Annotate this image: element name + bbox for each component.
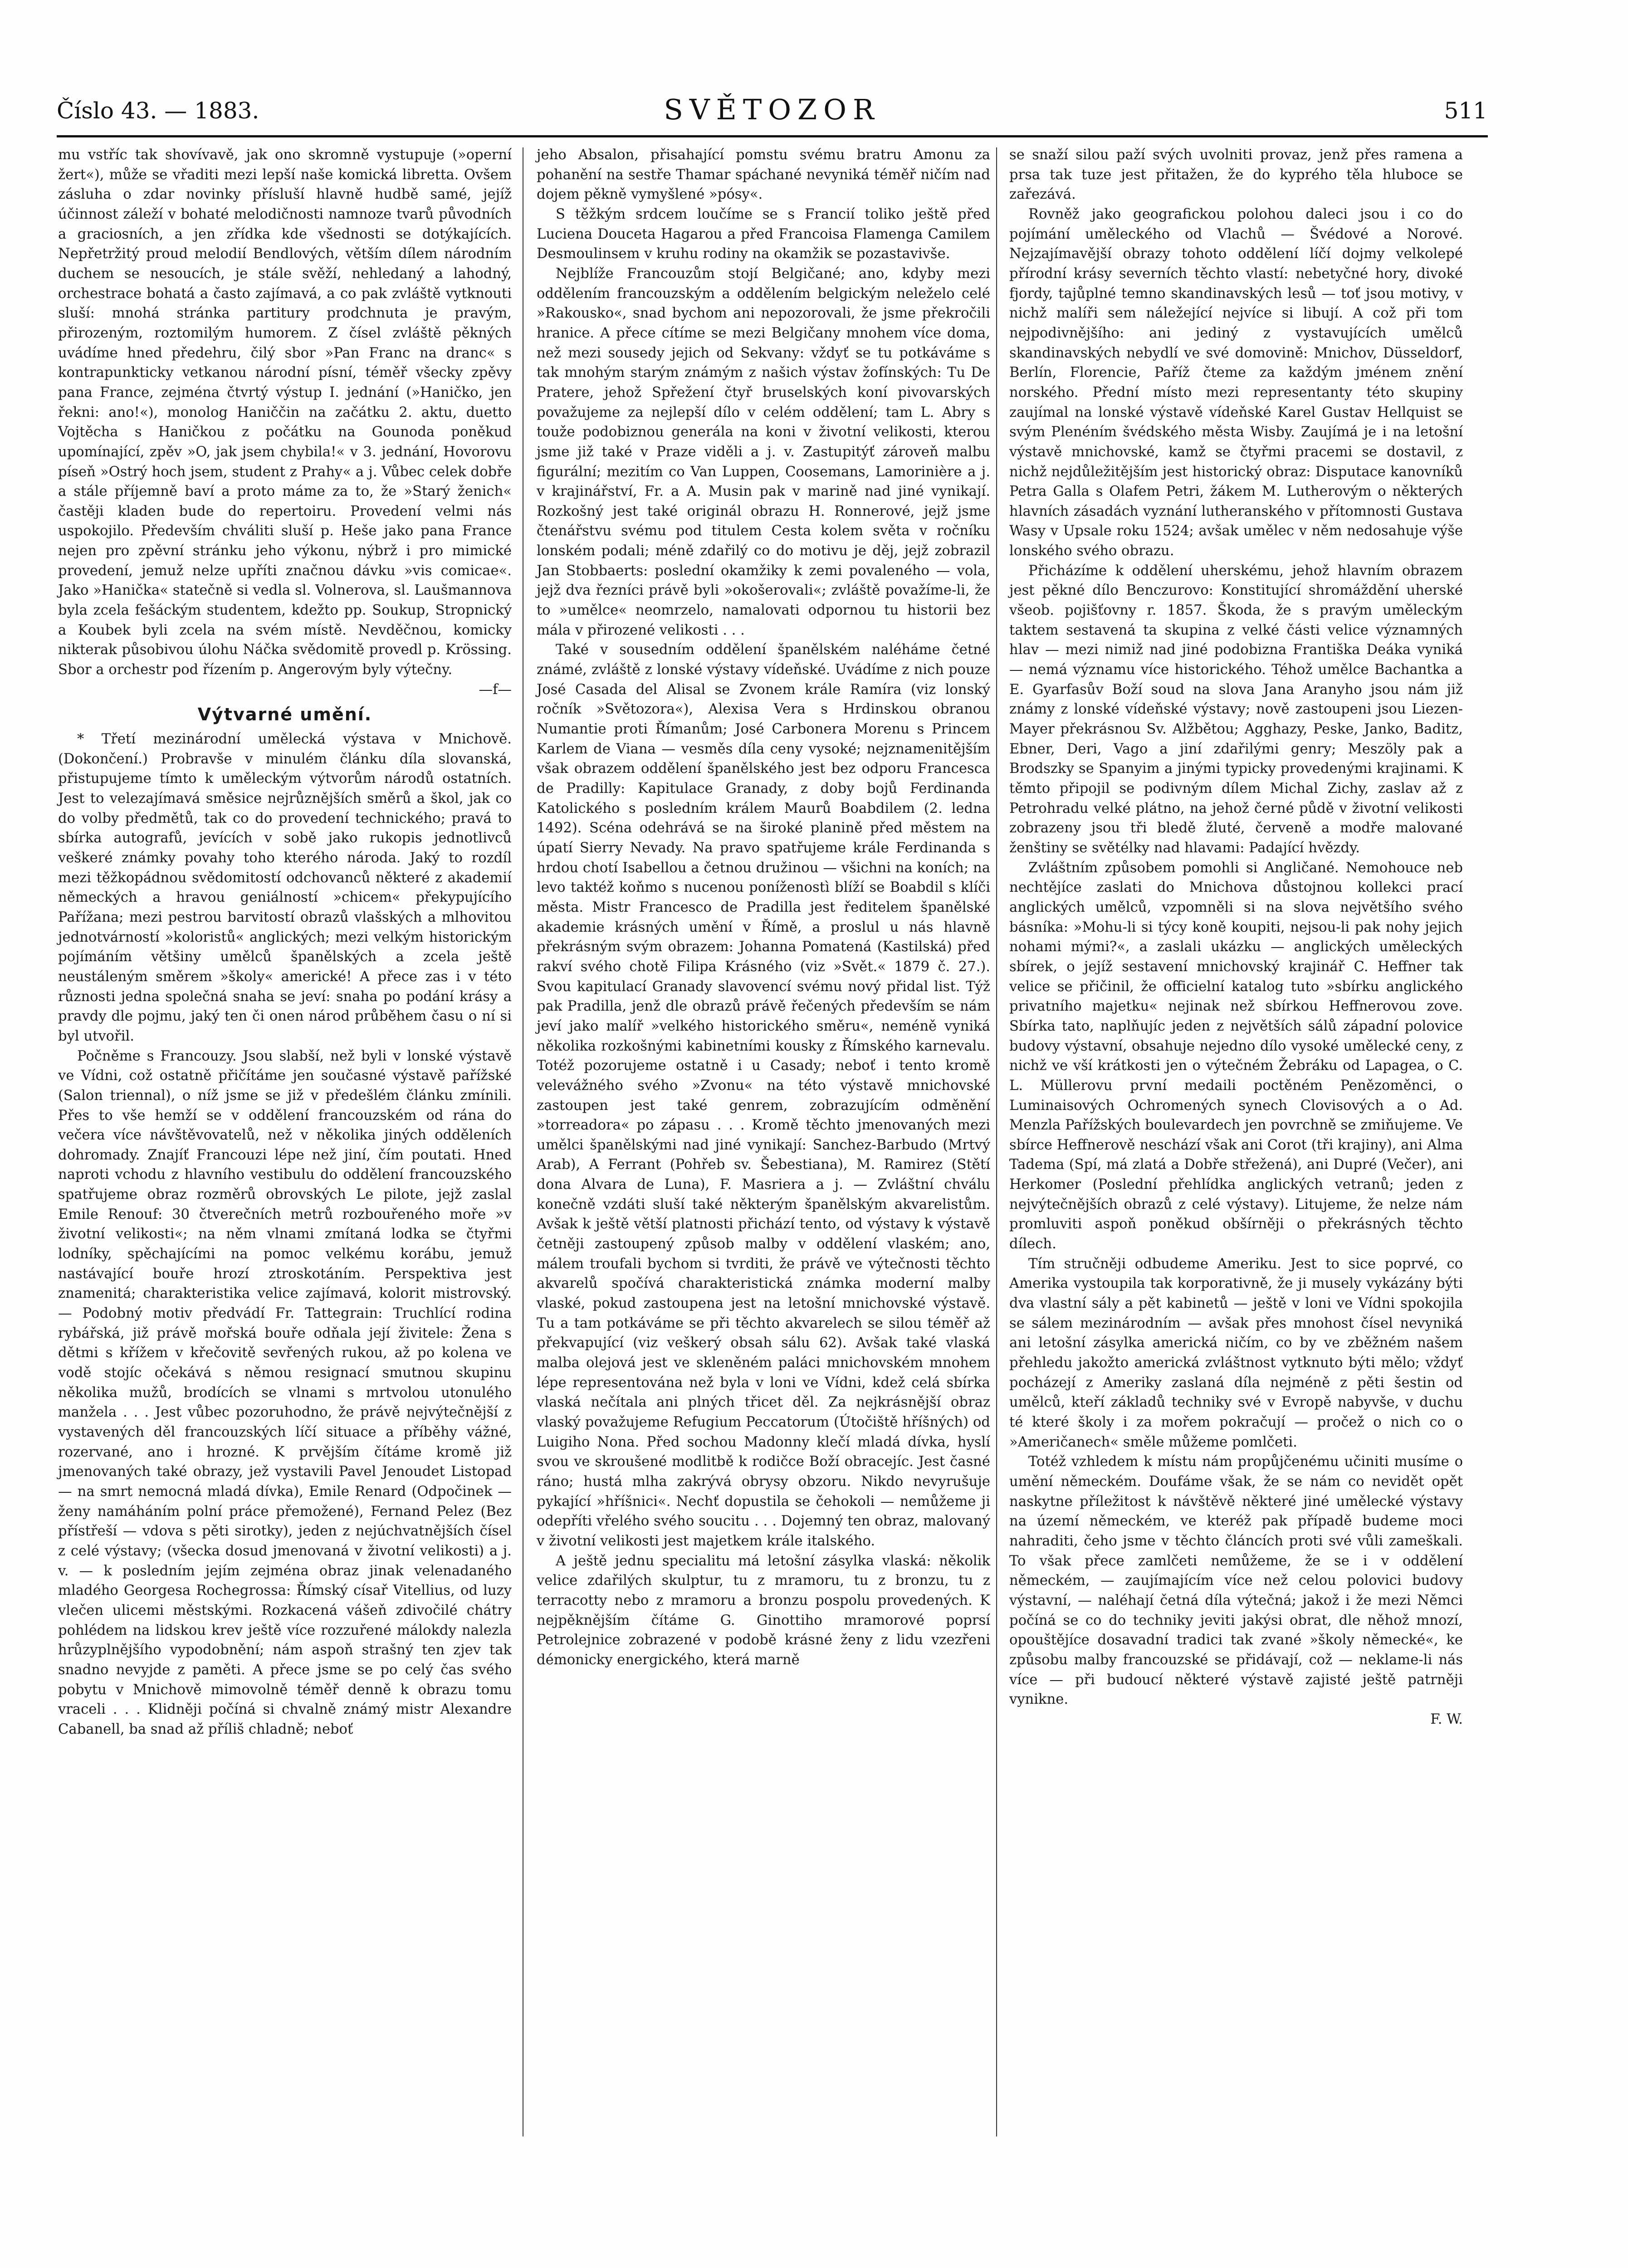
section-heading: Výtvarné umění. xyxy=(197,704,372,725)
paragraph: S těžkým srdcem loučíme se s Francií toliko ještě před Luciena Douceta Hagarou a před Francoisa Flamenga Camilem Desmoulinsem v kruhu rodiny na okamžik se pozastavivše. xyxy=(537,206,990,262)
column-1 xyxy=(58,145,512,1740)
paragraph: A ještě jednu specialitu má letošní zásylka vlaská: několik velice zdařilých skulptur, tu z mramoru, tu z bronzu, tu z terracotty nebo z mramoru a bronzu pospolu provedených. K nejpěknějším čítáme G. Ginottiho mramorové poprsí Petrolejnice zobrazené v podobě krásné ženy z lidu vzezřeni démonicky energického, která marně xyxy=(537,1553,990,1668)
paragraph: * Třetí mezinárodní umělecká výstava v Mnichově. (Dokončení.) Probravše v minulém článku díla slovanská, přistupujeme tímto k uměleckým výtvorům národů ostatních. Jest to velezajímavá směsice nejrůznějších směrů a škol, jak co do volby předmětů, tak co do provedení technického; pravá to sbírka autografů, jevících v sobě jako rukopis jednotlivců veškeré známky povahy toho kterého národa. Jaký to rozdíl mezi těžkopádnou svědomitostí odchovanců některé z akademií německých a hravou geniálností »chicem« překypujícího Pařížana; mezi pestrou barvitostí obrazů vlašských a mlhovitou jednotvárností »koloristů« anglických; mezi velkým historickým pojímáním většiny umělců španělských a zcela ještě neustáleným směrem »školy« americké! A přece zas i v této různosti jedna společná snaha se jeví: snaha po podání krásy a pravdy dle pojmu, jaký ten či onen národ průběhem času o ní si byl utvořil. xyxy=(58,731,512,1044)
paragraph: Tím stručněji odbudeme Ameriku. Jest to sice poprvé, co Amerika vystoupila tak korporativně, že ji musely vykázány býti dva vlastní sály a pět kabinetů — ještě v loni ve Vídni spokojila se sálem mezinárodním — avšak přes mnohost čísel nevyniká ani letošní zásylka americká ničím, co by ve zběžném našem přehledu jakožto americká zvláštnost vytknuto býti mělo; vždyť pocházejí z Ameriky zaslaná díla nejméně z pěti šestin od umělců, kteří základů techniky své v Evropě nabyvše, v duchu té které školy i za mořem pokračují — pročež o nich co o »Američanech« směle můžeme pomlčeti. xyxy=(1009,1256,1463,1450)
header-rule xyxy=(57,135,1488,137)
issue-label: Číslo 43. — 1883. xyxy=(57,98,259,124)
signature: F. W. xyxy=(1430,1711,1463,1727)
column-3 xyxy=(1009,145,1463,1730)
paragraph: Totéž vzhledem k místu nám propůjčenému učiniti musíme o umění německém. Doufáme však, že se nám co nevidět opět naskytne příležitost k návštěvě některé jiné umělecké výstavy na území německém, ve kteréž pak případě budeme moci nahraditi, čeho jsme v těchto článcích proti své vůli zameškali. To však přece zamlčeti nemůžeme, že se i v oddělení německém, — zaujímajícím více než celou polovici budovy výstavní, — naléhají četná díla výtečná; jakož i že mezi Němci počíná se co do techniky jeviti jakýsi obrat, dle něhož mnozí, opouštějíce dosavadní tradici tak zvané »školy německé«, ke způsobu malby francouzské se přidávají, což — neklame-li nás více — při budoucí některé výstavě zajisté ještě patrněji vynikne. xyxy=(1009,1454,1463,1708)
signature: —f— xyxy=(479,681,512,698)
paragraph: Také v sousedním oddělení španělském naléháme četné známé, zvláště z lonské výstavy vídeňské. Uvádíme z nich pouze José Casada del Alisal se Zvonem krále Ramíra (viz lonský ročník »Světozora«), Alexisa Vera s Hrdinskou obranou Numantie proti Římanům; José Carbonera Morenu s Princem Karlem de Viana — vesměs díla ceny vysoké; nejznamenitějším však obrazem oddělení španělského jest bez odporu Francesca de Pradilly: Kapitulace Granady, z doby bojů Ferdinanda Katolického s posledním králem Maurů Boabdilem (2. ledna 1492). Scéna odehrává se na široké planině před městem na úpatí Sierry Nevady. Na pravo spatřujeme krále Ferdinanda s hrdou chotí Isabellou a četnou družinou — všichni na koních; na levo taktéž koňmo s nucenou poníženostì blíží se Boabdil s klíči města. Mistr Francesco de Pradilla jest ředitelem španělské akademie krásných umění v Římě, a proslul u nás hlavně překrásným svým obrazem: Johanna Pomatená (Kastilská) před rakví svého chotě Filipa Krásného (viz »Svět.« 1879 č. 27.). Svou kapitulací Granady slavovencí svému nový přidal list. Týž pak Pradilla, jenž dle obrazů právě řečených především se nám jeví jako malíř »velkého historického směru«, neméně vyniká několika rozkošnými kabinetními kousky z Římského karnevalu. Totéž pozorujeme ostatně i u Casady; neboť i tento kromě velevážného svého »Zvonu« na této výstavě mnichovské zastoupen jest také genrem, zobrazujícím odměnění »torreadora« po zápasu . . . Kromě těchto jmenovaných mezi umělci španělskými nad jiné vynikají: Sanchez-Barbudo (Mrtvý Arab), A Ferrant (Pohřeb sv. Šebestiana), M. Ramirez (Stětí dona Alvara de Luna), F. Masriera a j. — Zvláštní chválu konečně vzdáti sluší také některým španělským akvarelistům. Avšak k ještě větší platnosti přichází tento, od výstavy k výstavě četněji zastoupený způsob malby v oddělení vlaském; ano, málem troufali bychom si tvrditi, že právě ve výtečnosti těchto akvarelů spočívá charakteristická známka moderní malby vlaské, pokud zastoupena jest na letošní mnichovské výstavě. Tu a tam potkáváme se při těchto akvarelech se silou téměř až překvapující (viz veškerý obsah sálu 62). Avšak také vlaská malba olejová jest ve skleněném paláci mnichovském mnohem lépe representována než byla v loni ve Vídni, kdež celá sbírka vlaská nečítala ani plných třicet děl. Za nejkrásnější obraz vlaský považujeme Refugium Peccatorum (Útočiště hříšných) od Luigiho Nona. Před sochou Madonny klečí mladá dívka, hyslí svou ve skroušené modlitbě k rodičce Boží obracejíc. Jest časné ráno; hustá mlha zakrývá obrysy obzoru. Nikdo nevyrušuje pykající »hříšnici«. Nechť dopustila se čehokoli — nemůžeme ji odepříti vřelého svého soucitu . . . Dojemný ten obraz, malovaný v životní velikosti jest majetkem krále italského. xyxy=(537,642,990,1549)
paragraph: Zvláštním způsobem pomohli si Angličané. Nemohouce neb nechtějíce zaslati do Mnichova důstojnou kollekci prací anglických umělců, vzpomněli si na slova největšího svého básníka: »Mohu-li si týcy koně koupiti, nejsou-li pak nohy jejich nohami mými?«, a zaslali ukázku — anglických uměleckých sbírek, o jejíž sestavení mnichovský krajinář C. Heffner tak velice se přičinil, že officielní katalog tuto »sbírku anglického privatního majetku« nejinak než sbírkou Heffnerovou zove. Sbírka tato, naplňujíc jeden z největších sálů západní polovice budovy výstavní, obsahuje nejedno dílo vysoké umělecké ceny, z nichž ve vší krátkosti jen o výtečném Žebráku od Lapagea, o C. L. Müllerovu první medaili poctěném Penězoměnci, o Luminaisových Ochromených synech Clovisových a o Ad. Menzla Pařížských boulevardech jen povrchně se zmiňujeme. Ve sbírce Heffnerově neschází však ani Corot (tři krajiny), ani Alma Tadema (Spí, má zlatá a Dobře střežená), ani Dupré (Večer), ani Herkomer (Poslední přehlídka anglických vetranů; jeden z nejvýtečnějších obrazů z celé výstavy). Litujeme, že nelze nám promluviti aspoň poněkud obšírněji o překrásných těchto dílech. xyxy=(1009,860,1463,1252)
paragraph: Počněme s Francouzy. Jsou slabší, než byli v lonské výstavě ve Vídni, což ostatně přičítáme jen současné výstavě pařížské (Salon triennal), o níž jsme se již v předešlém článku zmínili. Přes to vše hemží se v oddělení francouzském od rána do večera více návštěvovatelů, než v několika jiných odděleních dohromady. Znajíť Francouzi lépe než jiní, čím poutati. Hned naproti vchodu z hlavního vestibulu do oddělení francouzského spatřujeme obraz rozměrů obrovských Le pilote, jejž zaslal Emile Renouf: 30 čtverečních metrů rozbouřeného moře »v životní velikosti«; na něm vlnami zmítaná lodka se čtyřmi lodníky, spěchajícími na pomoc velkému korábu, jemuž nastávající bouře hrozí ztroskotáním. Perspektiva jest znamenitá; charakteristika velice zajímavá, kolorit mistrovský. — Podobný motiv předvádí Fr. Tattegrain: Truchlící rodina rybářská, již právě mořská bouře odňala její živitele: Žena s dětmi s křížem v křečovitě sevřených rukou, až po kolena ve vodě stojíc očekává s němou resignací smutnou skupinu několika mužů, brodících se vlnami s mrtvolou utonulého manžela . . . Jest vůbec pozoruhodno, že právě nejvýtečnější z vystavených děl francouzských líčí situace a příběhy vážné, rozervané, ano i hrozné. K prvějším čítáme kromě již jmenovaných také obrazy, jež vystavili Pavel Jenoudet Listopad — na smrt nemocná mladá dívka), Emile Renard (Odpočinek — ženy namáháním polní práce přemožené), Fernand Pelez (Bez přístřeší — vdova s pěti sirotky), jeden z nejúchvatnějších čísel z celé výstavy; (všecka dosud jmenovaná v životní velikosti) a j. v. — k posledním jejím zejména obraz jinak velenadaného mladého Georgesa Rochegrossa: Římský císař Vitellius, od luzy vlečen ulicemi městskými. Rozkacená vášeň zdivočilé chátry pohlédem na lidskou krev ještě více rozzuřené málokdy nalezla hrůzyplnějšího vypodobnění; nám aspoň strašný ten zjev tak snadno nevyjde z paměti. A přece jsme se po celý čas svého pobytu v Mnichově mimovolně téměř denně k obrazu tomu vraceli . . . Klidněji počíná si chvalně známý mistr Alexandre Cabanell, ba snad až příliš chladně; neboť xyxy=(58,1048,512,1737)
paragraph: Rovněž jako geografickou polohou daleci jsou i co do pojímání uměleckého od Vlachů — Švédové a Norové. Nejzajímavější obrazy tohoto oddělení líčí dojmy velkolepé přírodní krásy severních těchto vlastí: nebetyčné hory, divoké fjordy, tajůplné temno skandinavských lesů — toť jsou motivy, v nichž malíři sem náležející nejvíce si libují. A což při tom nejpodivnějšího: ani jediný z vystavujících umělců skandinavských nebydlí ve své domovině: Mnichov, Düsseldorf, Berlín, Florencie, Paříž čteme za každým jménem znění norského. Přední místo mezi representanty této skupiny zaujímal na lonské výstavě vídeňské Karel Gustav Hellquist se svým Plenéním švédského města Wisby. Zaujímá je i na letošní výstavě mnichovské, kamž se čtyřmi pracemi se dostavil, z nichž nejdůležitějším jest historický obraz: Disputace kanovníků Petra Galla s Olafem Petri, žákem M. Lutherovým o některých hlavních zásadách vyznání lutheranského v přítomnosti Gustava Wasy v Upsale roku 1524; avšak umělec v něm nedosahuje výše lonského svého obrazu. xyxy=(1009,206,1463,559)
paragraph: se snaží silou paží svých uvolniti provaz, jenž přes ramena a prsa tak tuze jest přitažen, že do kyprého těla hluboce se zařezává. xyxy=(1009,147,1463,203)
column-2 xyxy=(537,145,990,1670)
paragraph: Nejblíže Francouzům stojí Belgičané; ano, kdyby mezi oddělením francouzským a oddělením belgickým neleželo celé »Rakousko«, snad bychom ani nepozorovali, že jsme překročili hranice. A přece cítíme se mezi Belgičany mnohem více doma, než mezi sousedy jejich od Sekvany: vždyť se tu potkáváme s tak mnohým starým známým z našich výstav žofínských: Tu De Pratere, jehož Spřežení čtyř bruselských koní pivovarských považujeme za nejlepší dílo v celém oddělení; tam L. Abry s touže podobiznou generála na koni v životní velikosti, kterou jsme již také v Praze viděli a j. v. Zastupitýť zároveň malbu figurální; mezitím co Van Luppen, Coosemans, Lamorinière a j. v krajinářství, Fr. a A. Musin pak v marině nad jiné vynikají. Rozkošný jest také originál obrazu H. Ronnerové, jejž jsme čtenářstvu svému pod titulem Cesta kolem světa v ročníku lonském podali; méně zdařilý co do motivu je děj, jejž zobrazil Jan Stobbaerts: poslední okamžiky k zemi povaleného — vola, jejž dva řezníci právě byli »okošerovali«; zvláště považíme-li, že to »umělce« neomrzelo, namalovati odpornou tu historii bez mála v přirozené velikosti . . . xyxy=(537,265,990,638)
page-header xyxy=(57,93,1487,134)
masthead-title: SVĚTOZOR xyxy=(664,93,880,126)
column-divider xyxy=(996,147,997,2136)
paragraph: jeho Absalon, přisahající pomstu svému bratru Amonu za pohanění na sestře Thamar spáchané nevyniká téměř ničím nad dojem pěkně vymyšlené »pósy«. xyxy=(537,147,990,203)
page-number: 511 xyxy=(1444,98,1487,124)
paragraph: Přicházíme k oddělení uherskému, jehož hlavním obrazem jest pěkné dílo Benczurovo: Konstitující shromáždění uherské všeob. pojišťovny r. 1857. Škoda, že s pravým uměleckým taktem sestavená ta skupina z velké části velice významných hlav — mezi nimiž nad jiné podobizna Františka Deáka vyniká — nemá významu více historického. Téhož umělce Bachantka a E. Gyarfasův Boží soud na slova Jana Aranyho jsou nám již známy z lonské vídeňské výstavy; nově zastoupeni jsou Liezen-Mayer překrásnou Sv. Alžbětou; Agghazy, Peske, Janko, Baditz, Ebner, Deri, Vago a jiní zdařilými genry; Meszöly pak a Brodszky se Spanyim a jinými typicky provedenými krajinami. K těmto připojil se podivným dílem Michal Zichy, zaslav až z Petrohradu velké plátno, na jehož černé půdě v životní velikosti zobrazeny jsou tři bledě žluté, červeně a modře malované ženštiny se světélky nad hlavami: Padající hvězdy. xyxy=(1009,562,1463,856)
paragraph: mu vstříc tak shovívavě, jak ono skromně vystupuje (»operní žert«), může se vřaditi mezi lepší naše komická libretta. Ovšem zásluha o zdar novinky přísluší hlavně hudbě samé, jejíž účinnost záleží v bohaté melodičnosti namnoze tvarů původních a graciosních, a jen zřídka kde všednosti se dotýkajících. Nepřetržitý proud melodií Bendlových, větším dílem národním duchem se nesoucích, je stále svěží, nehledaný a lahodný, orchestrace bohatá a často zajímavá, a co pak zvláště vytknouti sluší: mnohá stránka partitury prodchnuta je pravým, přirozeným, roztomilým humorem. Z čísel zvláště pěkných uvádíme hned předehru, čilý sbor »Pan Franc na dranc« s kontrapunkticky vetkanou národní písní, téměř všecky zpěvy pana France, zejména čtvrtý výstup I. jednání (»Haničko, jen řekni: ano!«), monolog Haniččin na začátku 2. aktu, duetto Vojtěcha s Haničkou z počátku na Gounoda poněkud upomínající, zpěv »O, jak jsem chybila!« v 3. jednání, Hovorovu píseň »Ostrý hoch jsem, student z Prahy« a j. Vůbec celek dobře a stále příjemně baví a proto máme za to, že »Starý ženich« častěji kladen bude do repertoiru. Provedení velmi nás uspokojilo. Především chváliti sluší p. Heše jako pana France nejen pro zpěvní stránku jeho výkonu, nýbrž i pro mimické provedení, jemuž nelze upříti značnou dávku »vis comicae«. Jako »Hanička« statečně si vedla sl. Volnerova, sl. Laušmannova byla zcela fešáckým studentem, kdežto pp. Soukup, Stropnický a Koubek byli zcela na svém místě. Nevděčnou, komicky nikterak působivou úlohu Náčka svědomitě provedl p. Krössing. Sbor a orchestr pod řízením p. Angerovým byly výtečny. xyxy=(58,147,512,678)
